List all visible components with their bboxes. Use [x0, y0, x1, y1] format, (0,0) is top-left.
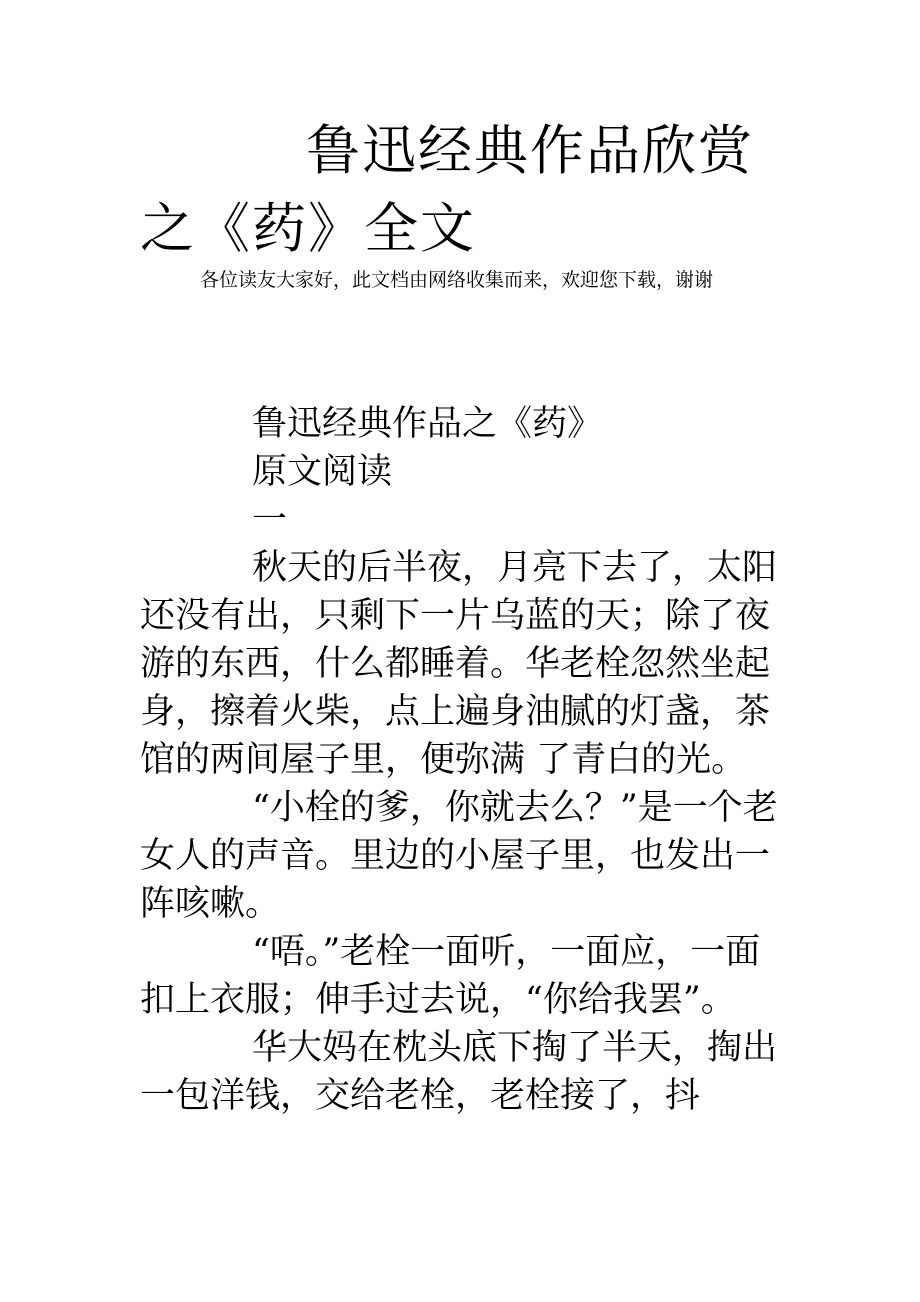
- paragraph: 华大妈在枕头底下掏了半天，掏出一包洋钱，交给老栓，老栓接了，抖: [140, 1028, 778, 1116]
- work-title: 鲁迅经典作品之《药》: [252, 404, 603, 444]
- document-body: [140, 400, 790, 1120]
- document-title: 鲁迅经典作品欣赏之《药》全文: [140, 119, 754, 260]
- download-notice: 各位读友大家好，此文档由网络收集而来，欢迎您下载，谢谢: [200, 269, 714, 291]
- paragraph: “小栓的爹，你就去么？”是一个老女人的声音。里边的小屋子里，也发出一阵咳嗽。: [140, 788, 778, 924]
- paragraph: 秋天的后半夜，月亮下去了，太阳还没有出，只剩下一片乌蓝的天；除了夜游的东西，什么都睡着。华老栓忽然坐起身，擦着火柴，点上遍身油腻的灯盏，茶馆的两间屋子里，便弥满 了青白的光。: [140, 548, 778, 780]
- paragraph: “唔。”老栓一面听，一面应，一面扣上衣服；伸手过去说，“你给我罢”。: [140, 932, 761, 1020]
- chapter-number: 一: [252, 500, 288, 540]
- section-heading: 原文阅读: [252, 452, 393, 492]
